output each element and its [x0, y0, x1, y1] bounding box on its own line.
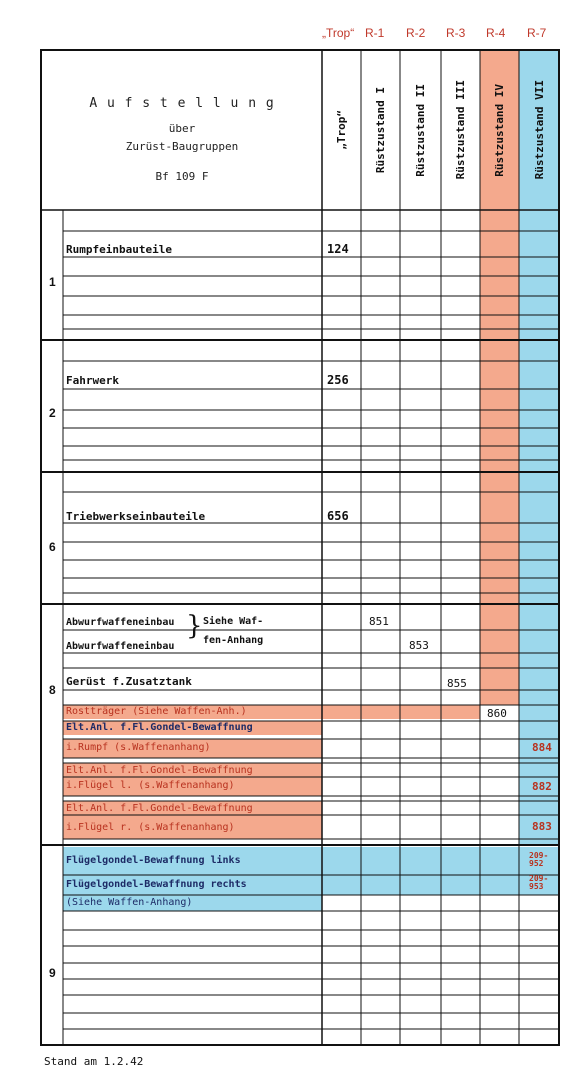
top-label-r3: R-3	[446, 26, 466, 40]
value-209-952-bot: 952	[529, 859, 544, 868]
value-853: 853	[409, 639, 429, 652]
row-label-fluegel-rechts: Flügelgondel-Bewaffnung rechts	[66, 879, 247, 890]
section-number: 1	[49, 275, 56, 289]
header-line4: Bf 109 F	[155, 170, 209, 183]
top-label-r7: R-7	[527, 26, 547, 40]
row-label-siehe: (Siehe Waffen-Anhang)	[66, 897, 193, 908]
row-label-geruest: Gerüst f.Zusatztank	[66, 675, 192, 688]
row-label-abwurf-2: Abwurfwaffeneinbau	[66, 641, 175, 652]
row-label-gondel-r-1: Elt.Anl. f.Fl.Gondel-Bewaffnung	[66, 803, 253, 814]
row-label-rosttraeger: Rostträger (Siehe Waffen-Anh.)	[66, 706, 247, 717]
value-884: 884	[532, 741, 552, 754]
row-label-abwurf-1: Abwurfwaffeneinbau	[66, 617, 175, 628]
brace-icon: }	[186, 611, 203, 641]
row-label-triebwerk: Triebwerkseinbauteile	[66, 510, 206, 523]
row-label-rumpf: Rumpfeinbauteile	[66, 243, 172, 256]
trop-value-triebwerk: 656	[327, 509, 349, 523]
value-860: 860	[487, 707, 507, 720]
footer-date: Stand am 1.2.42	[44, 1055, 144, 1068]
top-label-r1: R-1	[365, 26, 385, 40]
value-209-952-top: 209-	[529, 851, 549, 860]
section-number: 6	[49, 540, 56, 554]
section-number: 2	[49, 406, 56, 420]
row-label-gondel-l-1: Elt.Anl. f.Fl.Gondel-Bewaffnung	[66, 765, 253, 776]
value-209-953-bot: 953	[529, 882, 544, 891]
value-882: 882	[532, 780, 552, 793]
row-label-gondel-l-2: i.Flügel l. (s.Waffenanhang)	[66, 780, 235, 791]
column-header-r7: Rüstzustand VII	[532, 80, 546, 180]
column-header-r1: Rüstzustand I	[374, 86, 387, 174]
column-header-r3: Rüstzustand III	[454, 80, 467, 180]
header-line3: Zurüst-Baugruppen	[125, 140, 239, 153]
abwurf-note-1: Siehe Waf-	[203, 616, 264, 627]
value-855: 855	[447, 677, 467, 690]
row-label-gondel-rumpf-2: i.Rumpf (s.Waffenanhang)	[66, 742, 211, 753]
top-label-trop: „Trop“	[322, 26, 355, 40]
column-header-r4: Rüstzustand IV	[493, 83, 506, 177]
row-label-gondel-r-2: i.Flügel r. (s.Waffenanhang)	[66, 822, 235, 833]
value-209-953-top: 209-	[529, 874, 549, 883]
row-label-fluegel-links: Flügelgondel-Bewaffnung links	[66, 855, 241, 866]
top-label-r4: R-4	[486, 26, 506, 40]
row-label-gondel-rumpf-1: Elt.Anl. f.Fl.Gondel-Bewaffnung	[66, 722, 253, 733]
top-label-r2: R-2	[406, 26, 426, 40]
value-883: 883	[532, 820, 552, 833]
header-title: A u f s t e l l u n g	[89, 96, 275, 111]
column-header-r2: Rüstzustand II	[414, 83, 427, 177]
section-number: 9	[49, 966, 56, 980]
row-label-fahrwerk: Fahrwerk	[66, 374, 119, 387]
abwurf-note-2: fen-Anhang	[203, 635, 264, 646]
trop-value-fahrwerk: 256	[327, 373, 349, 387]
trop-value-rumpf: 124	[327, 242, 349, 256]
section-number: 8	[49, 683, 56, 697]
column-header-trop: „Trop“	[335, 110, 348, 150]
value-851: 851	[369, 615, 389, 628]
header-line2: über	[168, 122, 196, 135]
